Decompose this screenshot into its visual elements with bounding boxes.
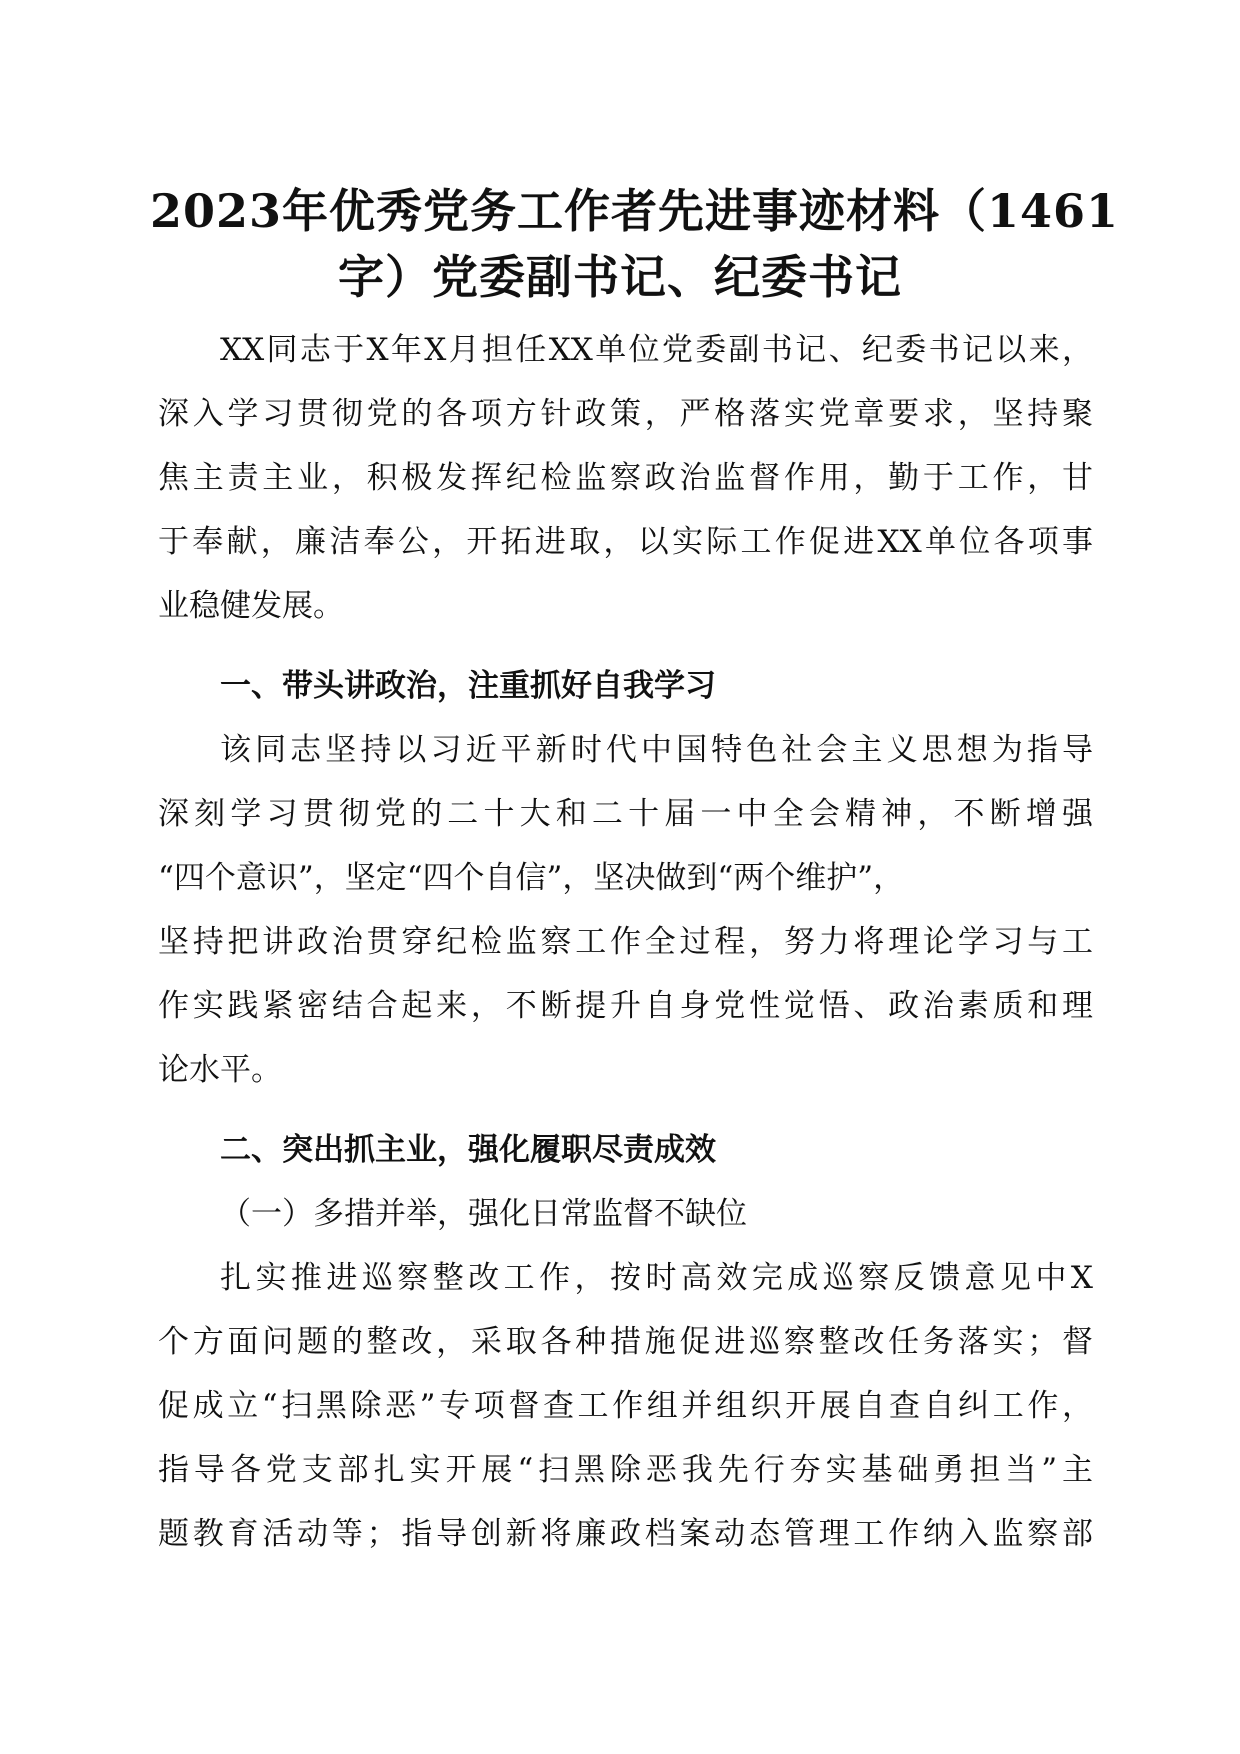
title-line-2: 字）党委副书记、纪委书记 — [338, 250, 902, 304]
paragraph-line: 作实践紧密结合起来，不断提升自身党性觉悟、政治素质和理 — [158, 988, 1093, 1024]
paragraph-line: 扎实推进巡察整改工作，按时高效完成巡察反馈意见中X — [220, 1260, 1093, 1296]
paragraph-line: 促成立“扫黑除恶”专项督查工作组并组织开展自查自纠工作， — [158, 1388, 1093, 1424]
paragraph-line: 坚持把讲政治贯穿纪检监察工作全过程，努力将理论学习与工 — [158, 924, 1093, 960]
paragraph-line: 题教育活动等；指导创新将廉政档案动态管理工作纳入监察部 — [158, 1516, 1093, 1552]
title-line-1: 2023年优秀党务工作者先进事迹材料（1461 — [150, 184, 1120, 238]
paragraph-line: “四个意识”，坚定“四个自信”，坚决做到“两个维护”， — [158, 860, 905, 896]
paragraph-line: 个方面问题的整改，采取各种措施促进巡察整改任务落实；督 — [158, 1324, 1093, 1360]
paragraph-line: 指导各党支部扎实开展“扫黑除恶我先行夯实基础勇担当”主 — [158, 1452, 1093, 1488]
paragraph-line: 该同志坚持以习近平新时代中国特色社会主义思想为指导 — [220, 732, 1093, 768]
document-body — [158, 318, 1093, 1566]
paragraph-line: 深入学习贯彻党的各项方针政策，严格落实党章要求，坚持聚 — [158, 396, 1093, 432]
paragraph-supervision — [158, 1246, 1093, 1566]
section-heading-2: 二、突出抓主业，强化履职尽责成效 — [220, 1132, 716, 1168]
paragraph-line: 于奉献，廉洁奉公，开拓进取，以实际工作促进XX单位各项事 — [158, 524, 1093, 560]
paragraph-intro — [158, 318, 1093, 638]
subsection-heading-2-1: （一）多措并举，强化日常监督不缺位 — [220, 1196, 747, 1232]
paragraph-line: 论水平。 — [158, 1052, 282, 1088]
paragraph-line: XX同志于X年X月担任XX单位党委副书记、纪委书记以来， — [220, 332, 1093, 368]
document-title — [150, 178, 1120, 310]
paragraph-line: 深刻学习贯彻党的二十大和二十届一中全会精神，不断增强 — [158, 796, 1093, 832]
paragraph-line: 业稳健发展。 — [158, 588, 344, 624]
section-heading-1: 一、带头讲政治，注重抓好自我学习 — [220, 668, 716, 704]
paragraph-line: 焦主责主业，积极发挥纪检监察政治监督作用，勤于工作，甘 — [158, 460, 1093, 496]
paragraph-study — [158, 718, 1093, 1102]
